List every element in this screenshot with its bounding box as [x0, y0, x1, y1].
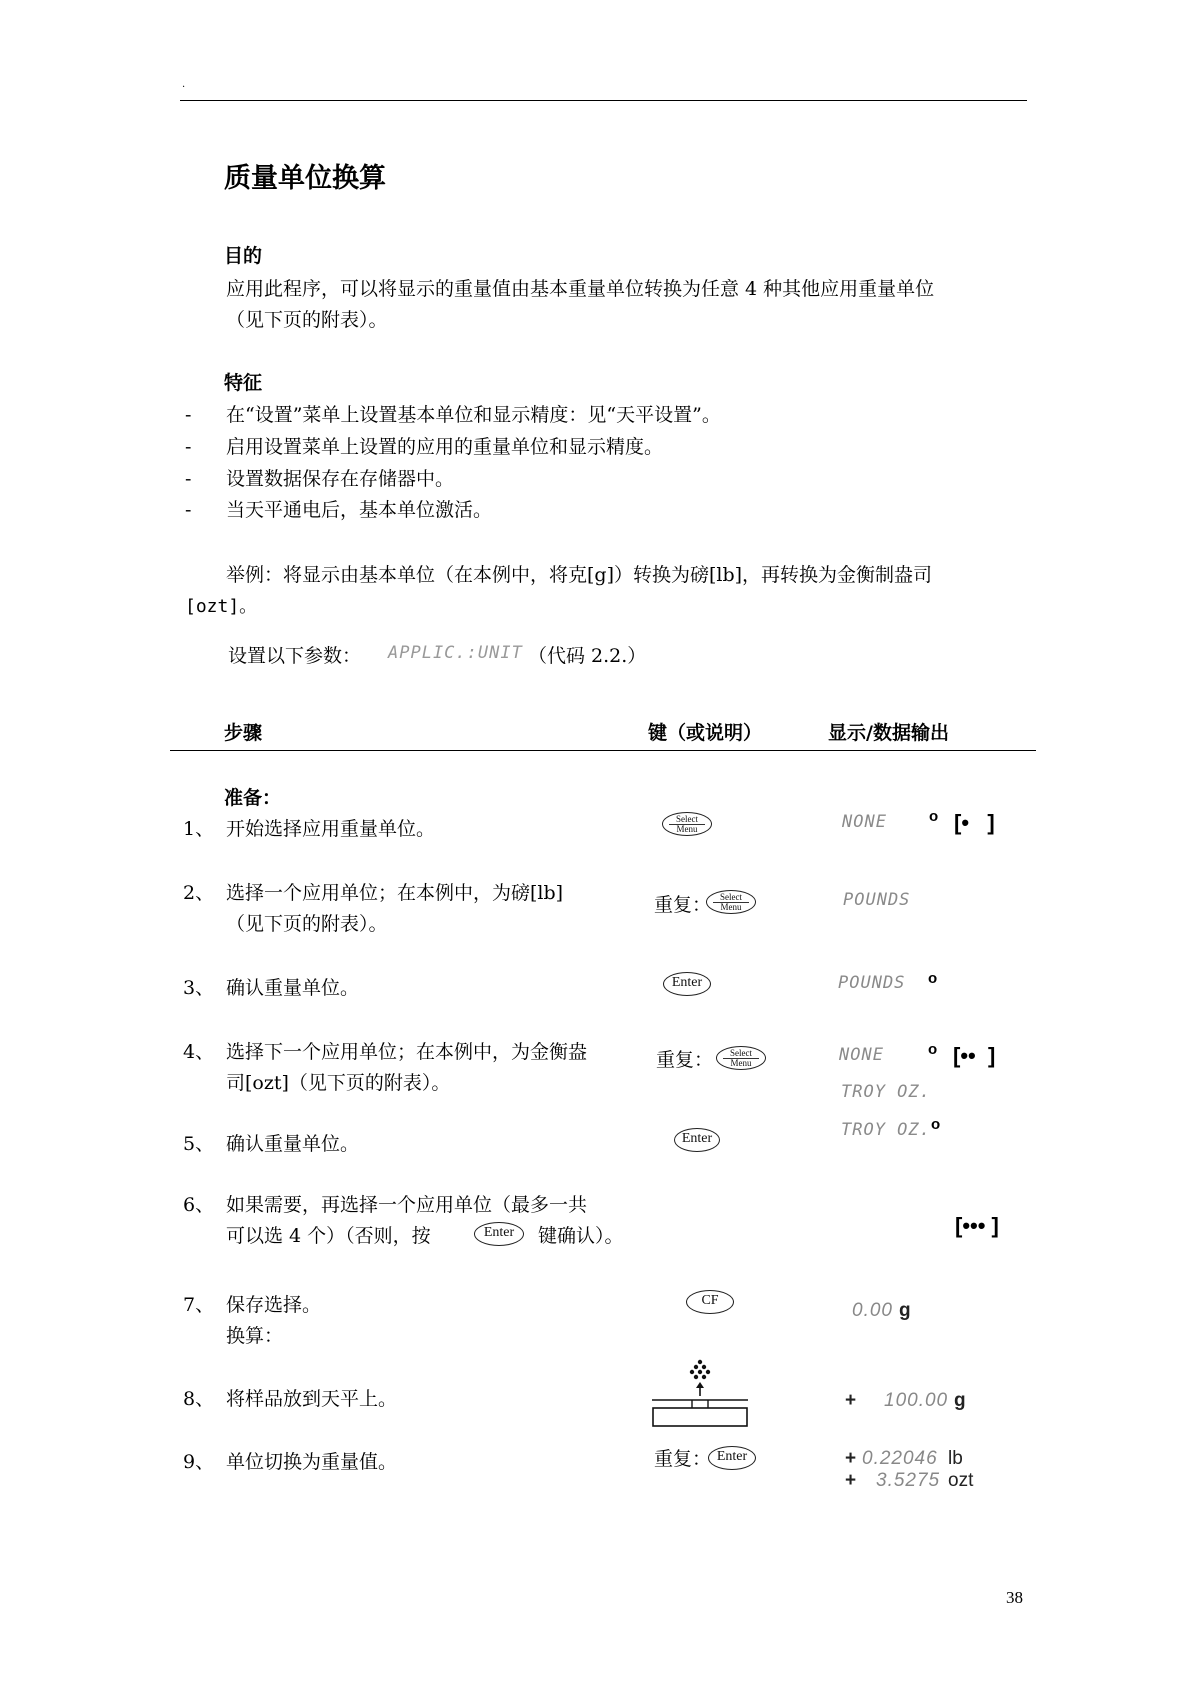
display-pounds: POUNDS [843, 890, 911, 910]
feature-dash: - [185, 499, 192, 521]
enter-key: Enter [674, 1128, 720, 1152]
page-title: 质量单位换算 [224, 163, 386, 194]
enter-key: Enter [708, 1446, 756, 1470]
degree-indicator: o [928, 970, 938, 987]
step-number: 8、 [183, 1388, 215, 1410]
params-code: （代码 2.2.） [528, 645, 647, 667]
step-text: 开始选择应用重量单位。 [226, 818, 436, 840]
display-lb-sign: + [845, 1448, 857, 1469]
display-troy-oz: TROY OZ. [841, 1082, 931, 1102]
display-ozt-unit: ozt [948, 1470, 974, 1491]
step-number: 2、 [183, 882, 215, 904]
step-number: 1、 [183, 818, 215, 840]
select-menu-key: Select Menu [716, 1046, 766, 1070]
step-text: 如果需要，再选择一个应用单位（最多一共 [226, 1194, 588, 1216]
repeat-label: 重复： [656, 1049, 714, 1071]
step-number: 3、 [183, 977, 215, 999]
step-text: 可以选 4 个）（否则，按 [226, 1225, 431, 1247]
select-menu-key: Select Menu [662, 812, 712, 836]
purpose-line-2: （见下页的附表）。 [226, 309, 388, 331]
display-ozt-sign: + [845, 1470, 857, 1491]
preparation-label: 准备： [224, 787, 282, 809]
degree-indicator: o [929, 808, 939, 825]
enter-key: Enter [663, 972, 711, 996]
step-text: 选择下一个应用单位；在本例中，为金衡盎 [226, 1041, 588, 1063]
header-mark: . [182, 79, 186, 90]
unit-slot-indicator: [••• ] [955, 1213, 999, 1238]
cf-key: CF [686, 1290, 734, 1314]
display-ozt-value: 3.5275 [876, 1470, 941, 1491]
degree-indicator: o [931, 1116, 941, 1133]
repeat-label: 重复： [654, 894, 712, 916]
conversion-label: 换算： [226, 1325, 284, 1347]
display-zero-unit: g [899, 1300, 911, 1321]
display-sample-value: 100.00 [884, 1390, 949, 1411]
column-header-key: 键（或说明） [648, 722, 763, 744]
feature-dash: - [185, 436, 192, 458]
step-number: 7、 [183, 1294, 215, 1316]
display-lb-unit: lb [948, 1448, 963, 1469]
display-none: NONE [839, 1045, 884, 1065]
step-text: 确认重量单位。 [226, 977, 360, 999]
purpose-heading: 目的 [224, 245, 263, 267]
select-menu-key: Select Menu [706, 890, 756, 914]
features-heading: 特征 [224, 372, 263, 394]
display-none: NONE [842, 812, 887, 832]
feature-item: 设置数据保存在存储器中。 [226, 468, 455, 490]
degree-indicator: o [928, 1041, 938, 1058]
page-number: 38 [1006, 1588, 1023, 1607]
header-rule [180, 100, 1027, 101]
repeat-label: 重复： [654, 1448, 712, 1470]
feature-dash: - [185, 468, 192, 490]
column-header-step: 步骤 [224, 722, 263, 744]
purpose-line-1: 应用此程序，可以将显示的重量值由基本重量单位转换为任意 4 种其他应用重量单位 [226, 278, 935, 300]
step-text: 将样品放到天平上。 [226, 1388, 398, 1410]
step-number: 9、 [183, 1451, 215, 1473]
display-pounds: POUNDS [838, 973, 906, 993]
step-text: 确认重量单位。 [226, 1133, 360, 1155]
display-lb-value: 0.22046 [862, 1448, 938, 1469]
step-number: 5、 [183, 1133, 215, 1155]
params-label: 设置以下参数： [228, 645, 362, 667]
step-text: 司[ozt]（见下页的附表）。 [226, 1072, 451, 1094]
example-line-2: [ozt]。 [185, 596, 258, 617]
step-text: 选择一个应用单位；在本例中，为磅[lb] [226, 882, 564, 904]
step-text: 单位切换为重量值。 [226, 1451, 398, 1473]
step-text: 保存选择。 [226, 1294, 322, 1316]
unit-slot-indicator: [•• ] [953, 1043, 996, 1068]
column-header-display: 显示/数据输出 [828, 722, 949, 744]
step-number: 6、 [183, 1194, 215, 1216]
example-line-1: 举例：将显示由基本单位（在本例中，将克[g]）转换为磅[lb]，再转换为金衡制盎司 [226, 564, 933, 586]
params-lcd-code: APPLIC.:UNIT [388, 643, 523, 663]
display-sample-unit: g [954, 1390, 966, 1411]
balance-pan-sample-icon [652, 1358, 748, 1430]
display-sample-sign: + [845, 1390, 857, 1411]
display-troy-oz: TROY OZ. [841, 1120, 931, 1140]
feature-item: 在“设置”菜单上设置基本单位和显示精度：见“天平设置”。 [226, 404, 721, 426]
feature-item: 启用设置菜单上设置的应用的重量单位和显示精度。 [226, 436, 664, 458]
enter-key: Enter [474, 1222, 524, 1246]
step-number: 4、 [183, 1041, 215, 1063]
step-text: 键确认）。 [538, 1225, 624, 1247]
table-header-rule [170, 750, 1036, 751]
feature-dash: - [185, 404, 192, 426]
unit-slot-indicator: [• ] [954, 810, 995, 835]
feature-item: 当天平通电后，基本单位激活。 [226, 499, 493, 521]
step-text: （见下页的附表）。 [226, 913, 388, 935]
display-zero-value: 0.00 [852, 1300, 893, 1321]
